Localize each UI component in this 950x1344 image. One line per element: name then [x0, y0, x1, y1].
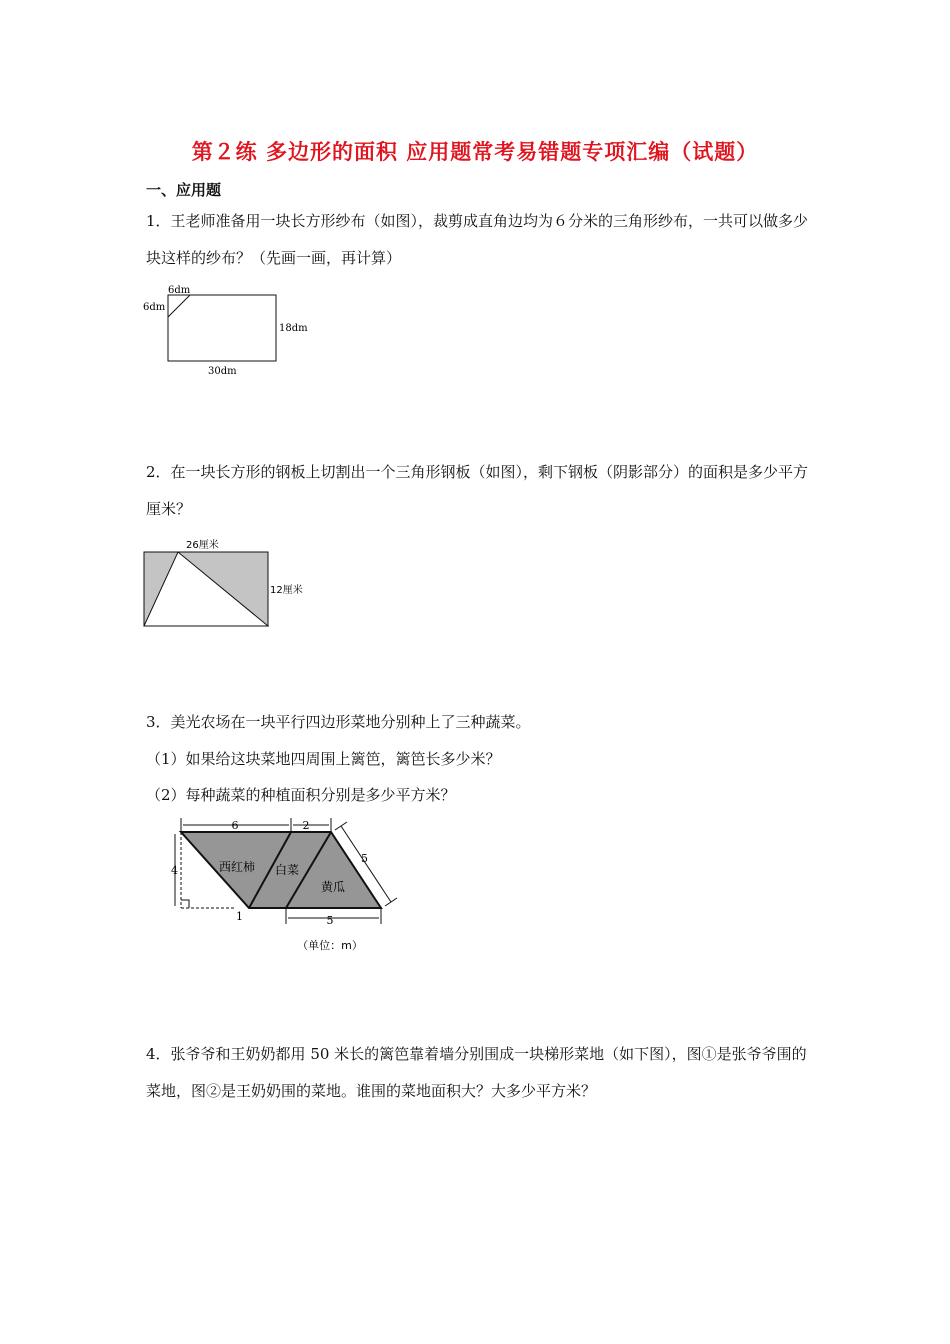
question-3-part-2: （2）每种蔬菜的种植面积分别是多少平方米？ — [146, 786, 456, 804]
q3-label-bottom-1: 1 — [236, 910, 243, 923]
section-heading: 一、应用题 — [146, 181, 222, 199]
q3-label-unit: （单位：m） — [297, 939, 363, 952]
q3-label-tomato: 西红柿 — [219, 860, 256, 874]
q3-label-side: 5 — [361, 852, 368, 865]
q1-label-bottom: 30dm — [208, 366, 237, 377]
q1-diagram — [140, 282, 320, 380]
q2-label-right: 12厘米 — [270, 585, 303, 596]
q1-label-right: 18dm — [279, 323, 308, 334]
q1-label-top: 6dm — [168, 285, 191, 296]
q2-label-top: 26厘米 — [186, 540, 219, 551]
question-4-text: 4．张爷爷和王奶奶都用 50 米长的篱笆靠着墙分别围成一块梯形菜地（如下图），图①是张爷爷围的菜地，图②是王奶奶围的菜地。谁围的菜地面积大？大多少平方米？ — [146, 1045, 807, 1100]
q3-label-cucumber: 黄瓜 — [321, 880, 346, 894]
question-3-part-1: （1）如果给这块菜地四周围上篱笆，篱笆长多少米？ — [146, 750, 501, 768]
page-title: 第２练 多边形的面积 应用题常考易错题专项汇编（试题） — [191, 140, 759, 164]
q3-label-top-6: 6 — [231, 819, 239, 832]
q3-diagram — [165, 812, 425, 957]
q1-rectangle — [168, 295, 276, 361]
q1-label-left: 6dm — [143, 302, 166, 313]
q2-diagram — [140, 535, 320, 630]
q3-label-top-2: 2 — [302, 819, 310, 832]
q3-label-bottom-5: 5 — [326, 914, 334, 927]
question-1-text: 1．王老师准备用一块长方形纱布（如图），裁剪成直角边均为６分米的三角形纱布，一共可以做多少块这样的纱布？（先画一画，再计算） — [146, 212, 809, 267]
question-3-text: 3．美光农场在一块平行四边形菜地分别种上了三种蔬菜。 — [146, 713, 531, 731]
q3-label-height: 4 — [171, 864, 178, 877]
q3-right-angle — [181, 900, 189, 908]
q3-label-cabbage: 白菜 — [275, 863, 300, 877]
question-2-text: 2．在一块长方形的钢板上切割出一个三角形钢板（如图），剩下钢板（阴影部分）的面积是多少平方厘米？ — [146, 463, 809, 518]
q1-cut-line — [168, 295, 190, 317]
